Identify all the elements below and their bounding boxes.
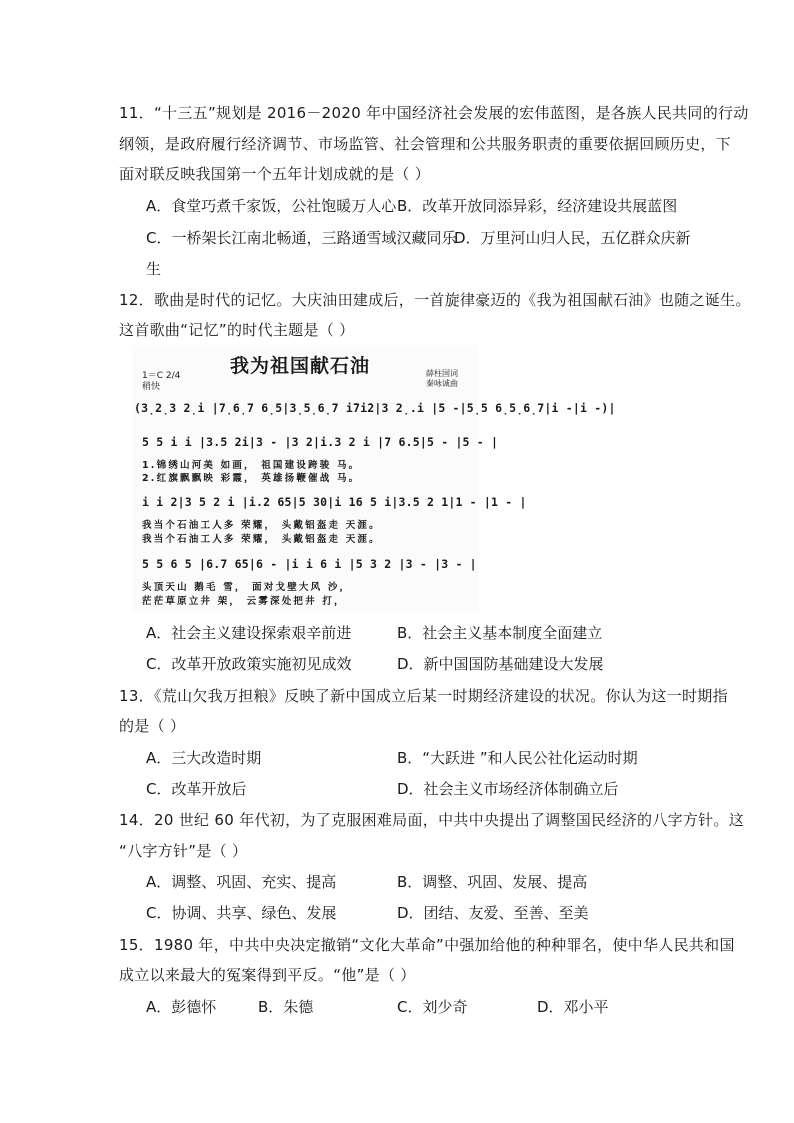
score-notes-row-4: 5 5 6 5 |6.7 65|6 - |i i 6 i |5 3 2 |3 - |3 - | (142, 557, 477, 571)
q11-text-line-1: 11．“十三五”规划是 2016－2020 年中国经济社会发展的宏伟蓝图，是各族人民共同的行动 (119, 104, 749, 122)
score-title: 我为祖国献石油 (230, 355, 371, 377)
q13-text-line-1: 13．《荒山欠我万担粮》反映了新中国成立后某一时期经济建设的状况。你认为这一时期指 (119, 687, 728, 705)
score-key: 1＝C 2/4 (142, 371, 181, 381)
q15-option-a[interactable]: A．彭德怀 (146, 998, 217, 1016)
score-lyric-1: 1.锦绣山河美 如画， 祖国建设跨骏 马。 (142, 460, 361, 471)
q13-option-b[interactable]: B．“大跃进 ”和人民公社化运动时期 (397, 749, 638, 767)
q12-text-line-2: 这首歌曲“记忆”的时代主题是（ ） (119, 321, 355, 339)
q11-option-c[interactable]: C．一桥架长江南北畅通，三路通雪域汉藏同乐 (146, 229, 457, 247)
score-lyric-4: 我当个石油工人多 荣耀， 头戴铝盔走 天涯。 (142, 534, 381, 545)
q15-option-d[interactable]: D．邓小平 (537, 998, 609, 1016)
q14-option-a[interactable]: A．调整、巩固、充实、提高 (146, 873, 337, 891)
q14-option-d[interactable]: D．团结、友爱、至善、至美 (397, 904, 589, 922)
score-notes-row-2: 5 5 i i |3.5 2i|3 - |3 2|i.3 2 i |7 6.5|5 - |5 - | (142, 435, 499, 449)
q12-option-b[interactable]: B．社会主义基本制度全面建立 (397, 624, 603, 642)
score-tempo: 稍快 (142, 382, 161, 392)
q13-option-d[interactable]: D．社会主义市场经济体制确立后 (397, 780, 619, 798)
q12-option-a[interactable]: A．社会主义建设探索艰辛前进 (146, 624, 352, 642)
q11-option-b[interactable]: B．改革开放同添异彩，经济建设共展蓝图 (397, 197, 678, 215)
score-lyric-3: 我当个石油工人多 荣耀， 头戴铝盔走 天涯。 (142, 520, 381, 531)
q13-option-a[interactable]: A．三大改造时期 (146, 749, 262, 767)
q11-text-line-2: 纲领，是政府履行经济调节、市场监管、社会管理和公共服务职责的重要依据回顾历史，下 (119, 135, 732, 153)
q15-option-b[interactable]: B．朱德 (258, 998, 314, 1016)
q15-option-c[interactable]: C．刘少奇 (397, 998, 468, 1016)
q15-text-line-1: 15．1980 年，中共中央决定撤销“文化大革命”中强加给他的种种罪名，使中华人民共和国 (119, 936, 735, 954)
q11-option-d-continued: 生 (146, 260, 162, 278)
score-lyric-5: 头顶天山 鹅毛 雪， 面对戈壁大风 沙， (142, 582, 352, 593)
q13-text-line-2: 的是（ ） (119, 717, 186, 735)
score-key-signature (142, 371, 180, 393)
score-composer: 秦咏诚曲 (426, 379, 458, 388)
q13-option-c[interactable]: C．改革开放后 (146, 780, 247, 798)
q11-text-line-3: 面对联反映我国第一个五年计划成就的是（ ） (119, 165, 431, 183)
q14-option-b[interactable]: B．调整、巩固、发展、提高 (397, 873, 588, 891)
q12-option-c[interactable]: C．改革开放政策实施初见成效 (146, 655, 352, 673)
q12-text-line-1: 12．歌曲是时代的记忆。大庆油田建成后，一首旋律豪迈的《我为祖国献石油》也随之诞生。 (119, 291, 751, 309)
q11-option-a[interactable]: A．食堂巧煮千家饭，公社饱暖万人心 (146, 197, 397, 215)
score-lyricist: 薛柱国词 (426, 369, 458, 378)
q14-text-line-1: 14．20 世纪 60 年代初，为了克服困难局面，中共中央提出了调整国民经济的八字方针。这 (119, 811, 745, 829)
q14-option-c[interactable]: C．协调、共享、绿色、发展 (146, 904, 337, 922)
q12-option-d[interactable]: D．新中国国防基础建设大发展 (397, 655, 604, 673)
q14-text-line-2: “八字方针”是（ ） (119, 842, 248, 860)
score-notes-row-1: (3̣2̣3 2̣i |7̣6̣7 6̣5|3̣5̣6̣7 i̇7i̇2|3 2̣.i |5 -|5̣5 6̣5̣6̣7|i -|i -)| (134, 401, 616, 415)
q11-option-d[interactable]: D．万里河山归人民，五亿群众庆新 (454, 229, 691, 247)
score-lyric-6: 茫茫草原立井 架， 云雾深处把井 打， (142, 596, 346, 607)
q15-text-line-2: 成立以来最大的冤案得到平反。“他”是（ ） (119, 966, 416, 984)
score-credits (426, 369, 458, 389)
score-notes-row-3: i i 2|3 5 2 i |i.2 65|5 30|i 16 5 i|3.5 2 1|1 - |1 - | (142, 495, 527, 509)
song-score-image (132, 345, 616, 611)
score-lyric-2: 2.红旗飘飘映 彩霞， 英雄扬鞭催战 马。 (142, 473, 361, 484)
